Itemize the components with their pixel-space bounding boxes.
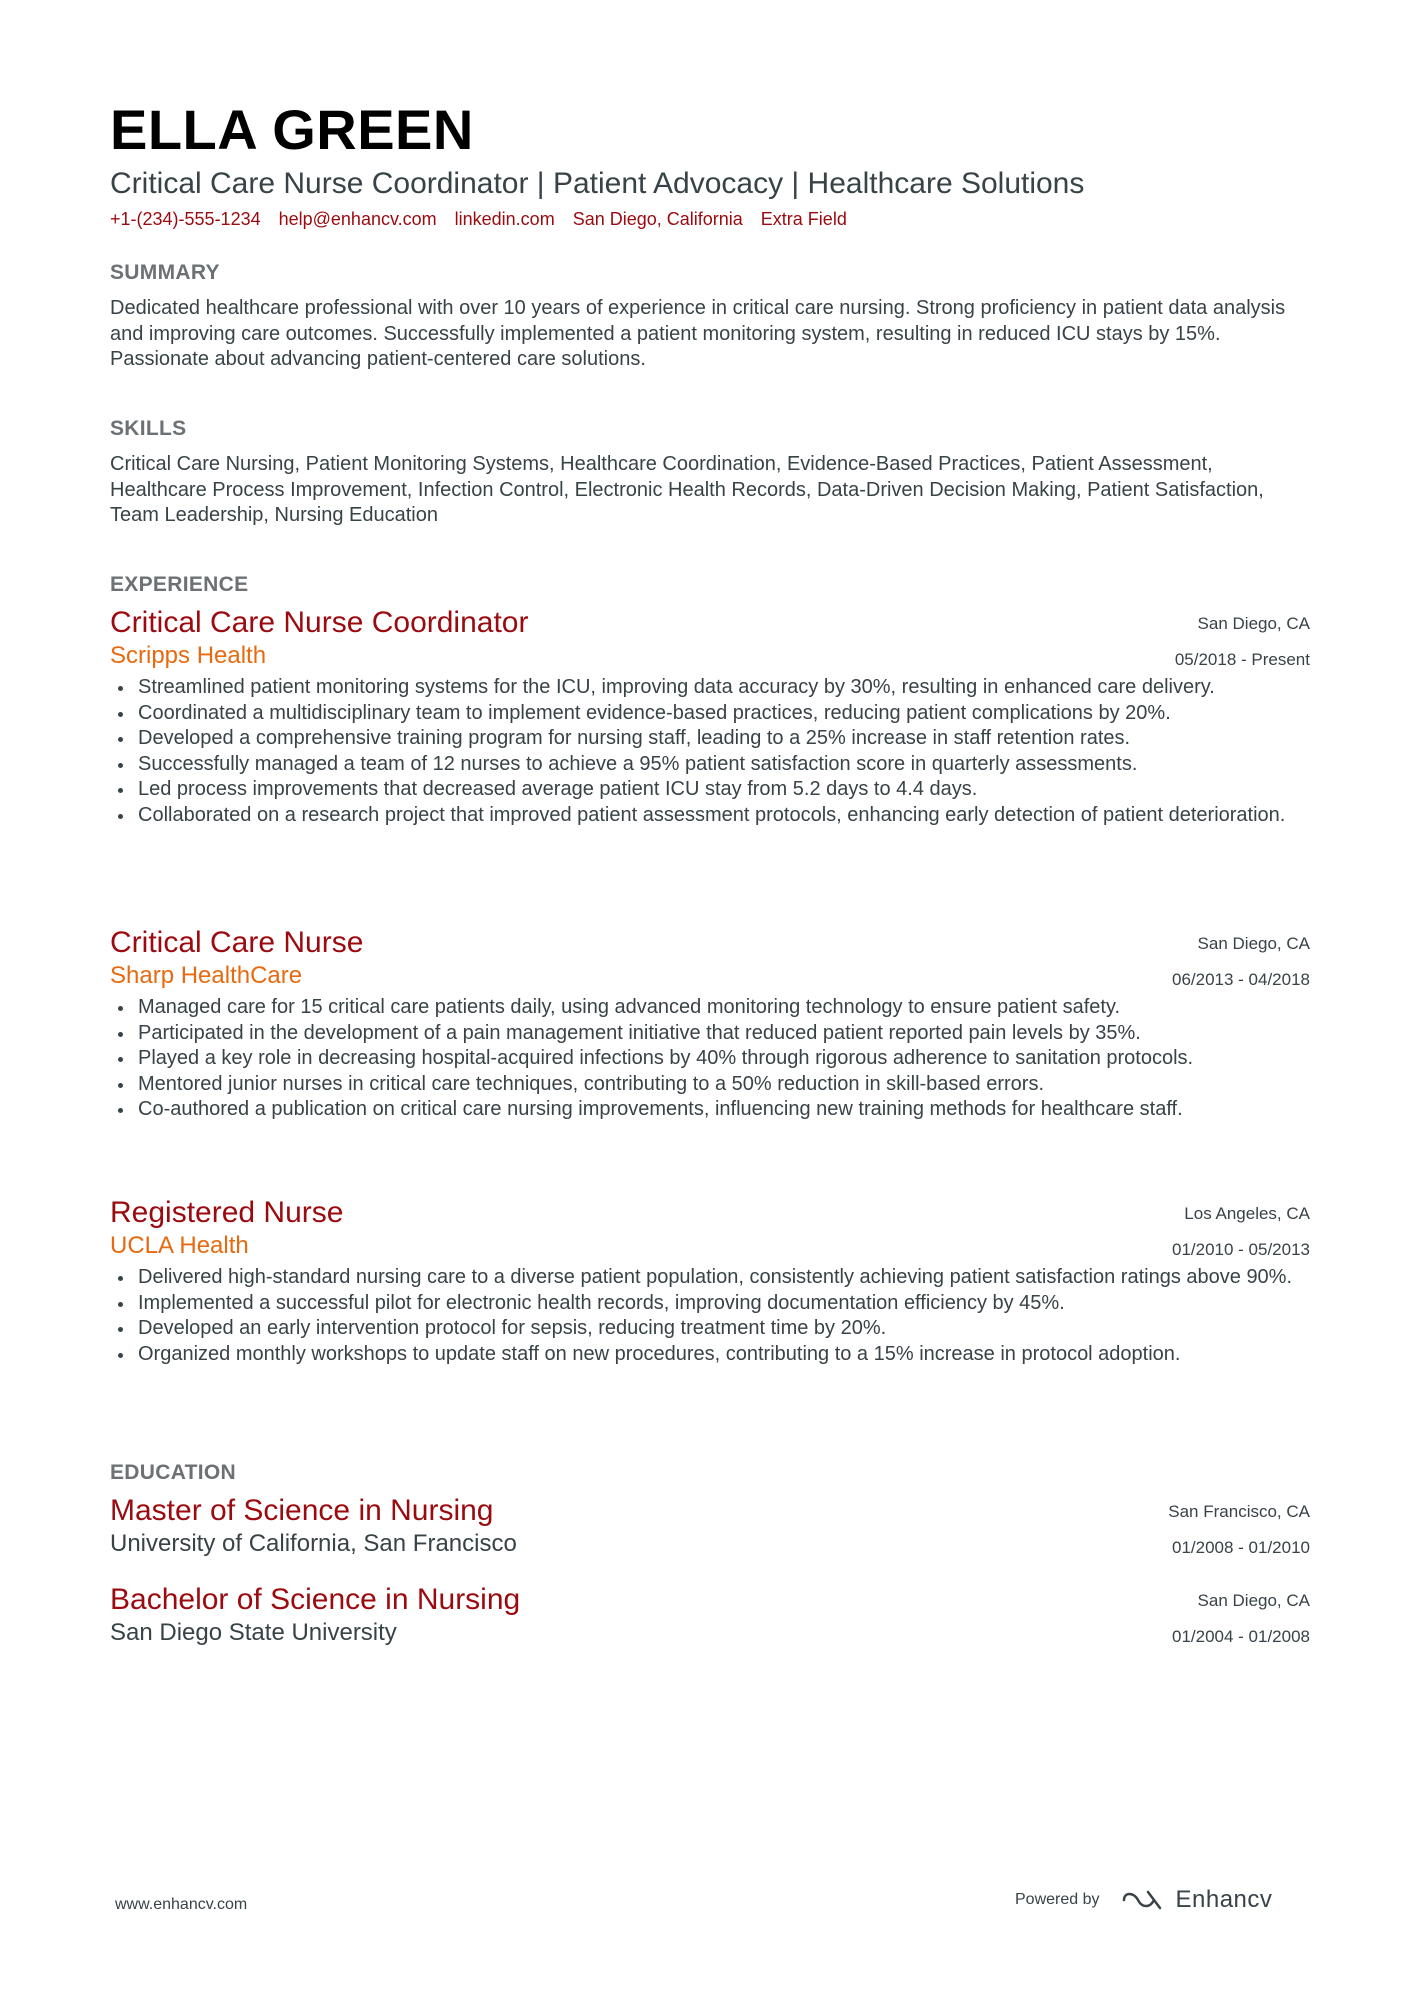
bullet-item: Participated in the development of a pain management initiative that reduced patient reported pain levels by 35%. <box>138 1021 1310 1047</box>
degree-title: Master of Science in Nursing <box>110 1494 494 1527</box>
experience-section <box>110 572 1310 608</box>
section-title-summary: SUMMARY <box>110 261 220 284</box>
contact-extra: Extra Field <box>760 209 847 229</box>
job-dates: 06/2013 - 04/2018 <box>1171 970 1310 989</box>
summary-section <box>110 260 1310 373</box>
contact-linkedin[interactable]: linkedin.com <box>454 209 555 229</box>
section-title-skills: SKILLS <box>110 417 187 440</box>
brand-logo[interactable] <box>1120 1886 1273 1914</box>
job-bullets <box>110 1265 1310 1367</box>
headline: Critical Care Nurse Coordinator | Patient Advocacy | Healthcare Solutions <box>110 167 1085 200</box>
job-bullets <box>110 675 1310 828</box>
bullet-item: Coordinated a multidisciplinary team to implement evidence-based practices, reducing patient complications by 20%. <box>138 701 1310 727</box>
section-title-education: EDUCATION <box>110 1461 236 1484</box>
degree-title: Bachelor of Science in Nursing <box>110 1583 521 1616</box>
school-dates: 01/2008 - 01/2010 <box>1171 1538 1310 1557</box>
bullet-item: Co-authored a publication on critical care nursing improvements, influencing new training methods for healthcare staff. <box>138 1097 1310 1123</box>
job-bullets <box>110 995 1310 1123</box>
footer-powered-by <box>1015 1886 1272 1914</box>
bullet-item: Successfully managed a team of 12 nurses to achieve a 95% patient satisfaction score in quarterly assessments. <box>138 752 1310 778</box>
bullet-item: Implemented a successful pilot for electronic health records, improving documentation efficiency by 45%. <box>138 1291 1310 1317</box>
job-location: San Diego, CA <box>1197 614 1310 633</box>
contact-phone[interactable]: +1-(234)-555-1234 <box>110 209 261 229</box>
bullet-item: Organized monthly workshops to update staff on new procedures, contributing to a 15% increase in protocol adoption. <box>138 1342 1310 1368</box>
enhancv-logo-icon <box>1120 1888 1166 1912</box>
job-title: Critical Care Nurse Coordinator <box>110 606 529 639</box>
experience-entry <box>110 1195 1310 1367</box>
job-company: UCLA Health <box>110 1232 249 1259</box>
candidate-name: ELLA GREEN <box>110 98 474 161</box>
bullet-item: Streamlined patient monitoring systems for the ICU, improving data accuracy by 30%, resulting in enhanced care delivery. <box>138 675 1310 701</box>
bullet-item: Collaborated on a research project that improved patient assessment protocols, enhancing early detection of patient deterioration. <box>138 803 1310 829</box>
powered-by-label: Powered by <box>1015 1891 1100 1908</box>
school-dates: 01/2004 - 01/2008 <box>1171 1627 1310 1646</box>
education-entry <box>110 1493 1310 1559</box>
contact-email[interactable]: help@enhancv.com <box>278 209 437 229</box>
job-company: Sharp HealthCare <box>110 962 303 989</box>
footer-website[interactable]: www.enhancv.com <box>115 1896 248 1913</box>
summary-text: Dedicated healthcare professional with over 10 years of experience in critical care nursing. Strong proficiency in patient data analysis and improving care outcomes. Successfully implemented a patient monitoring system, resulting in reduced ICU stays by 15%. Passionate about advancing patient-centered care solutions. <box>110 297 1286 370</box>
education-section <box>110 1460 1310 1496</box>
bullet-item: Mentored junior nurses in critical care techniques, contributing to a 50% reduction in skill-based errors. <box>138 1072 1310 1098</box>
school-location: San Diego, CA <box>1197 1591 1310 1610</box>
bullet-item: Delivered high-standard nursing care to a diverse patient population, consistently achieving patient satisfaction ratings above 90%. <box>138 1265 1310 1291</box>
school-name: San Diego State University <box>110 1619 397 1646</box>
contact-row <box>110 207 1310 231</box>
skills-section <box>110 416 1310 529</box>
brand-name: Enhancv <box>1175 1886 1273 1913</box>
job-title: Critical Care Nurse <box>110 926 364 959</box>
job-company: Scripps Health <box>110 642 267 669</box>
resume-page <box>110 95 1310 1646</box>
section-title-experience: EXPERIENCE <box>110 573 249 596</box>
experience-entry <box>110 605 1310 828</box>
bullet-item: Led process improvements that decreased average patient ICU stay from 5.2 days to 4.4 days. <box>138 777 1310 803</box>
job-title: Registered Nurse <box>110 1196 344 1229</box>
job-dates: 01/2010 - 05/2013 <box>1171 1240 1310 1259</box>
bullet-item: Managed care for 15 critical care patients daily, using advanced monitoring technology to ensure patient safety. <box>138 995 1310 1021</box>
bullet-item: Developed a comprehensive training program for nursing staff, leading to a 25% increase in staff retention rates. <box>138 726 1310 752</box>
skills-text: Critical Care Nursing, Patient Monitoring Systems, Healthcare Coordination, Evidence-Based Practices, Patient Assessment, Healthcare Process Improvement, Infection Control, Electronic Health Records, Data-Driven Decision Making, Patient Satisfaction, Team Leadership, Nursing Education <box>110 453 1264 526</box>
school-name: University of California, San Francisco <box>110 1530 517 1557</box>
bullet-item: Developed an early intervention protocol for sepsis, reducing treatment time by 20%. <box>138 1316 1310 1342</box>
education-entry <box>110 1582 1310 1648</box>
experience-entry <box>110 925 1310 1123</box>
job-location: Los Angeles, CA <box>1184 1204 1310 1223</box>
school-location: San Francisco, CA <box>1168 1502 1310 1521</box>
job-dates: 05/2018 - Present <box>1174 650 1310 669</box>
bullet-item: Played a key role in decreasing hospital-acquired infections by 40% through rigorous adherence to sanitation protocols. <box>138 1046 1310 1072</box>
contact-location: San Diego, California <box>572 209 743 229</box>
job-location: San Diego, CA <box>1197 934 1310 953</box>
